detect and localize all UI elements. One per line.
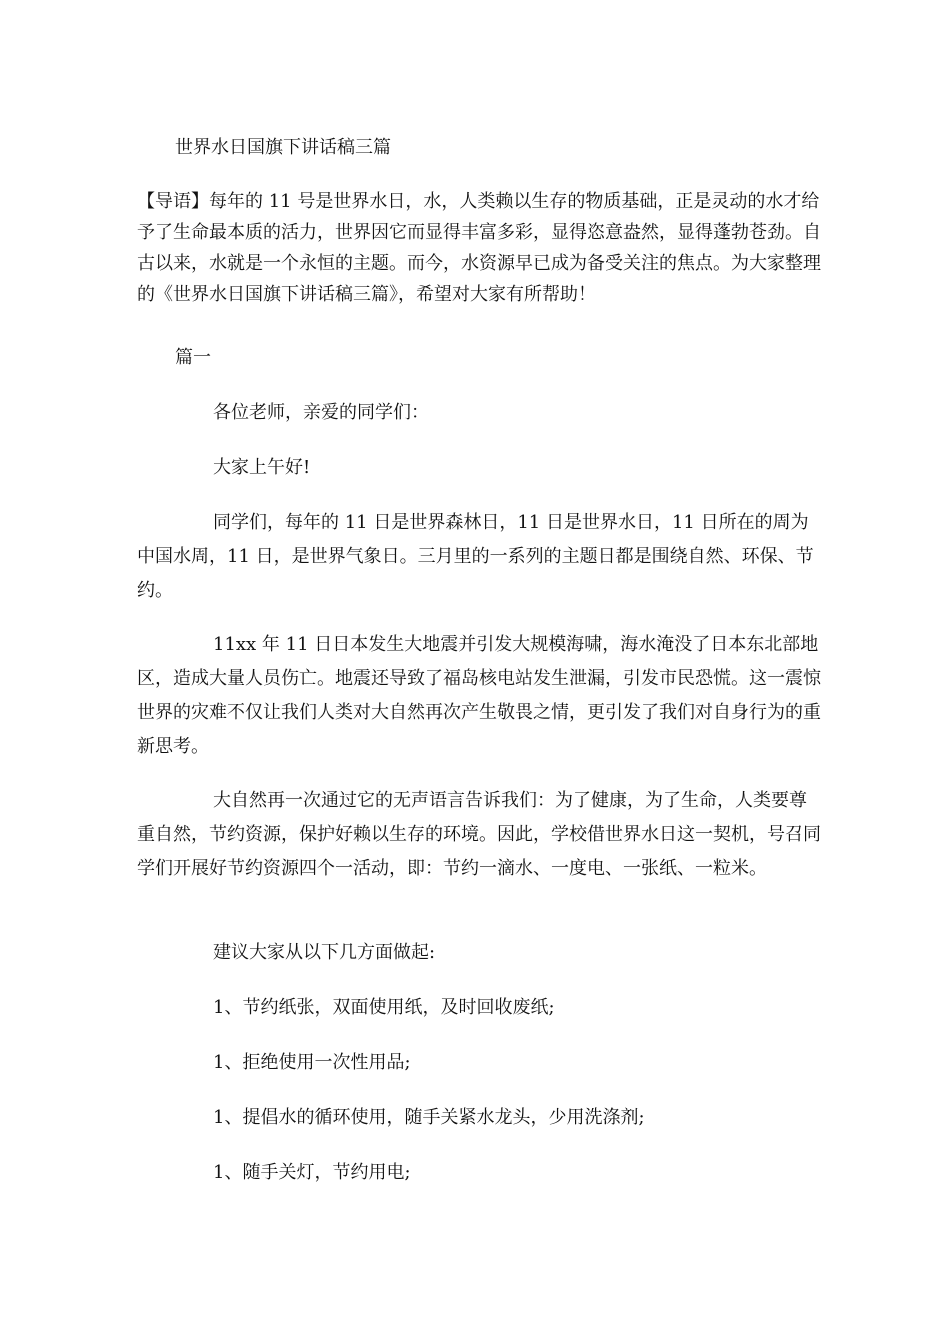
suggestion-intro: 建议大家从以下几方面做起: xyxy=(213,942,436,963)
body-paragraph-2: 11xx 年 11 日日本发生大地震并引发大规模海啸，海水淹没了日本东北部地区，造成大量人员伤亡。地震还导致了福岛核电站发生泄漏，引发市民恐慌。这一震惊世界的灾难不仅让我们人类对大自然再次产生敬畏之情，更引发了我们对自身行为的重新思考。 xyxy=(137,634,821,757)
suggestion-item: 1、节约纸张，双面使用纸，及时回收废纸; xyxy=(213,997,555,1018)
body-paragraph-3: 大自然再一次通过它的无声语言告诉我们：为了健康，为了生命，人类要尊重自然，节约资源，保护好赖以生存的环境。因此，学校借世界水日这一契机，号召同学们开展好节约资源四个一活动，即：节约一滴水、一度电、一张纸、一粒米。 xyxy=(137,790,821,879)
suggestion-item: 1、拒绝使用一次性用品; xyxy=(213,1052,411,1073)
greeting: 大家上午好! xyxy=(213,457,311,478)
suggestion-item: 1、提倡水的循环使用，随手关紧水龙头，少用洗涤剂; xyxy=(213,1107,645,1128)
document-title: 世界水日国旗下讲话稿三篇 xyxy=(175,137,391,158)
salutation: 各位老师，亲爱的同学们： xyxy=(213,402,429,423)
section-heading: 篇一 xyxy=(175,347,211,368)
suggestion-item: 1、随手关灯，节约用电; xyxy=(213,1162,411,1183)
body-paragraph-1: 同学们，每年的 11 日是世界森林日，11 日是世界水日，11 日所在的周为中国水周，11 日，是世界气象日。三月里的一系列的主题日都是围绕自然、环保、节约。 xyxy=(137,512,814,601)
intro-paragraph: 【导语】每年的 11 号是世界水日，水，人类赖以生存的物质基础，正是灵动的水才给予了生命最本质的活力，世界因它而显得丰富多彩，显得恣意盎然，显得蓬勃苍劲。自古以来，水就是一个永恒的主题。而今，水资源早已成为备受关注的焦点。为大家整理的《世界水日国旗下讲话稿三篇》，希望对大家有所帮助！ xyxy=(137,191,821,305)
